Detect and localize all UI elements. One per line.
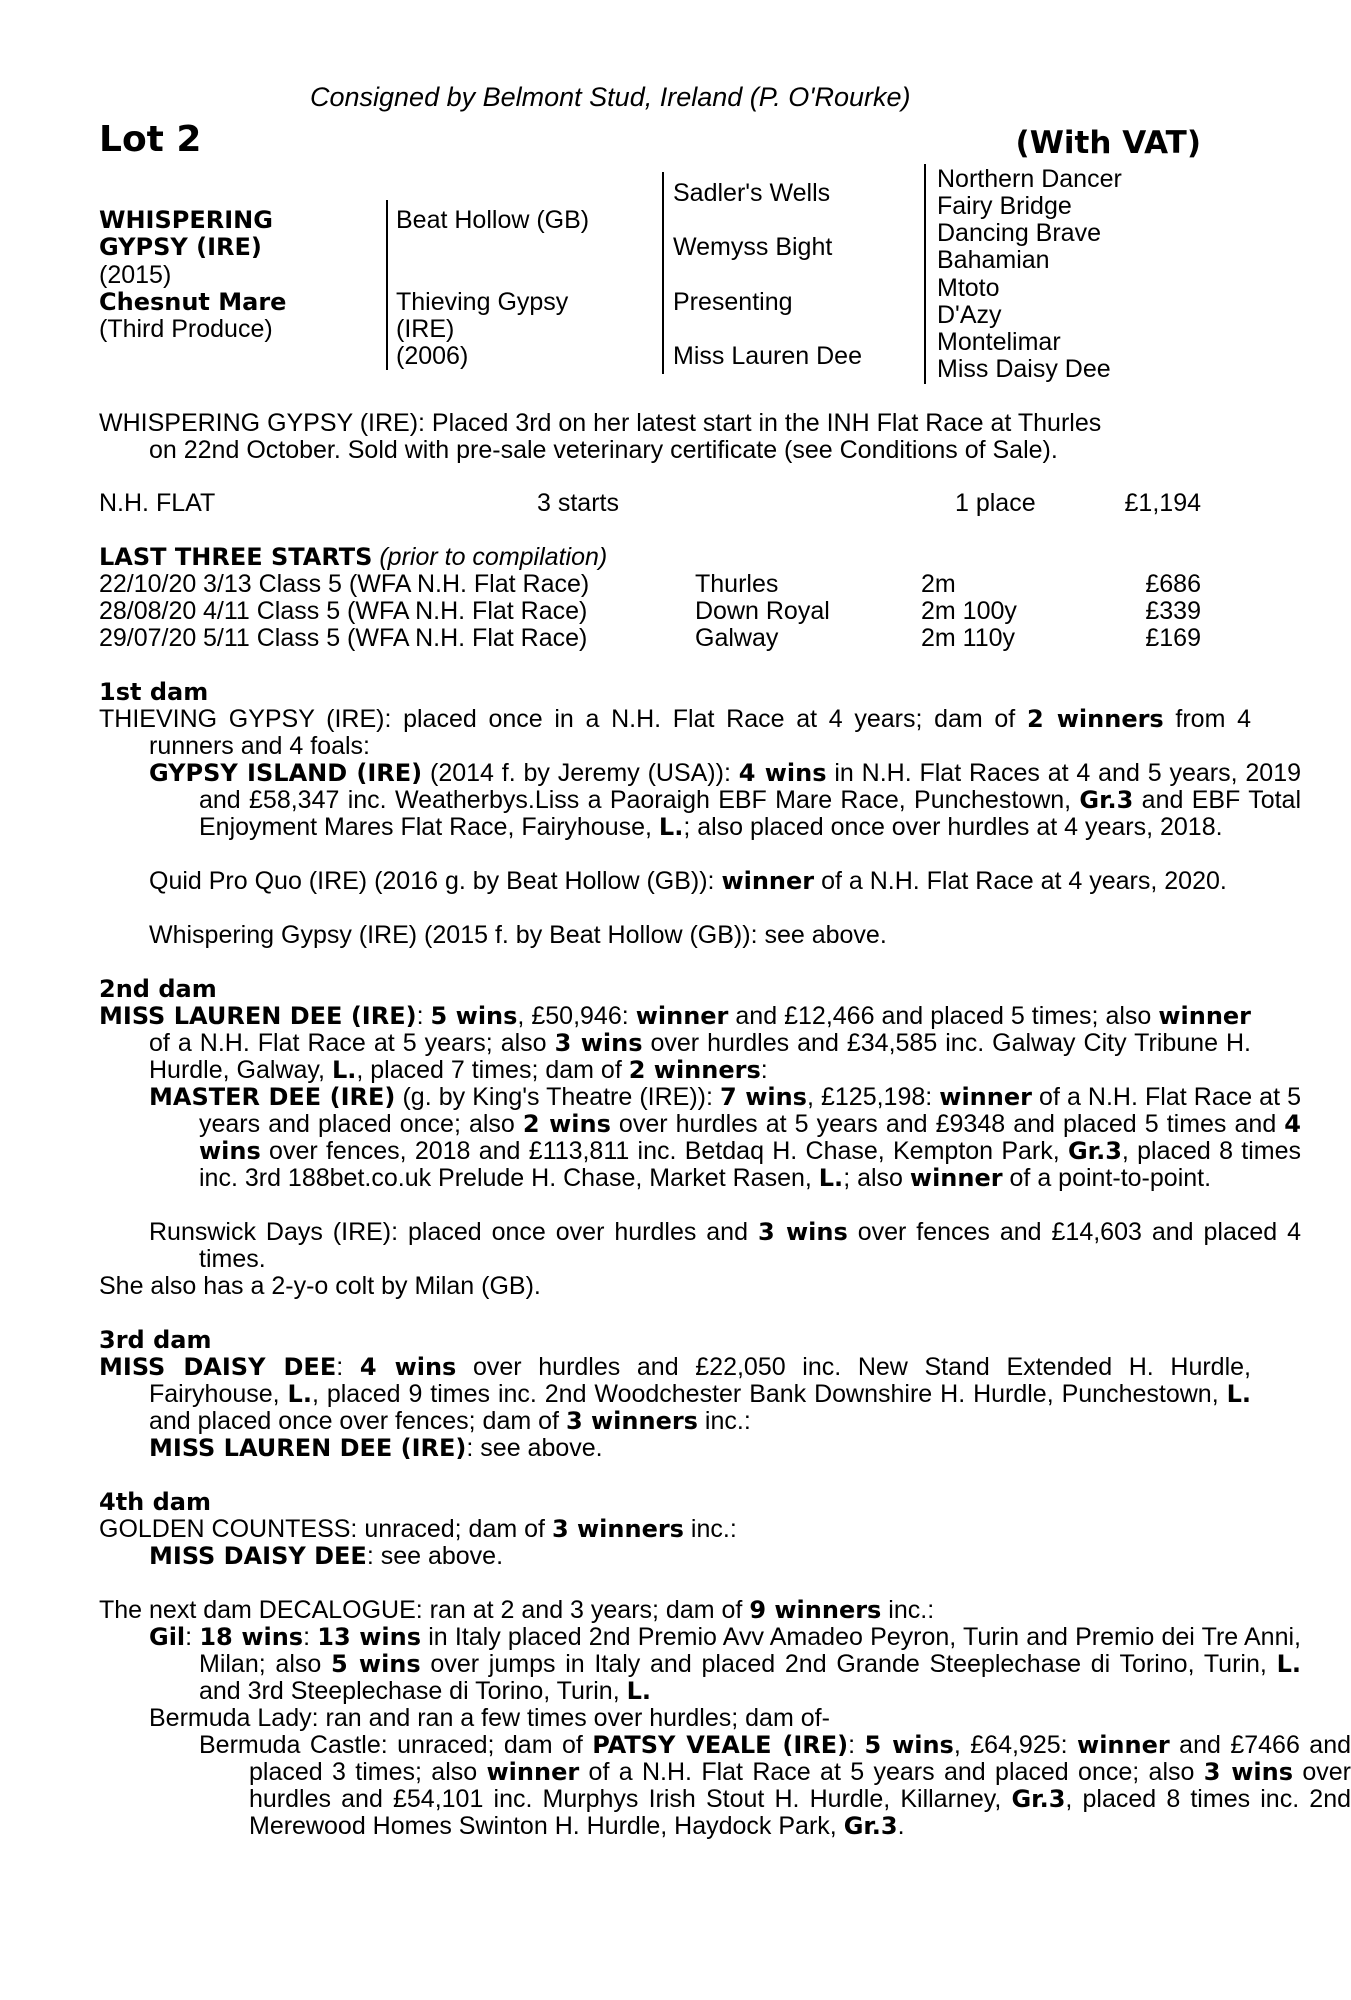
vat-label: (With VAT) <box>1015 125 1201 161</box>
start-prize: £339 <box>1145 597 1201 625</box>
gen3-ancestor: Bahamian <box>937 246 1050 274</box>
last-three-title: LAST THREE STARTS <box>99 543 373 571</box>
second-dam-note: She also has a 2-y-o colt by Milan (GB). <box>99 1272 541 1300</box>
second-dam-heading: 2nd dam <box>99 975 217 1003</box>
first-dam-produce: Whispering Gypsy (IRE) (2015 f. by Beat Hollow (GB)): see above. <box>149 921 887 949</box>
first-dam-produce: GYPSY ISLAND (IRE) (2014 f. by Jeremy (USA)): 4 wins in N.H. Flat Races at 4 and 5 years, 2019 and £58,347 inc. Weatherbys.Liss a Paoraigh EBF Mare Race, Punchestown, Gr.3 and EBF Total Enjoyment Mares Flat Race, Fairyhouse, L.; also placed once over hurdles at 4 years, 2018. <box>149 759 1302 841</box>
start-date: 28/08/20 <box>99 597 197 625</box>
start-date: 29/07/20 <box>99 624 197 652</box>
gen3-ancestor: D'Azy <box>937 301 1002 329</box>
sire-name: Beat Hollow (GB) <box>396 206 590 234</box>
record-earnings: £1,194 <box>1124 489 1201 517</box>
start-course: Down Royal <box>695 597 830 625</box>
second-dam-produce: Runswick Days (IRE): placed once over hurdles and 3 wins over fences and £14,603 and placed 4 times. <box>149 1218 1301 1273</box>
next-dam-produce: Bermuda Lady: ran and ran a few times over hurdles; dam of- <box>149 1704 830 1732</box>
colour-sex: Chesnut Mare <box>99 288 287 316</box>
summary-line1: WHISPERING GYPSY (IRE): Placed 3rd on her latest start in the INH Flat Race at Thurles <box>99 409 1102 437</box>
fourth-dam-paragraph: GOLDEN COUNTESS: unraced; dam of 3 winners inc.: <box>99 1515 737 1543</box>
fourth-dam-produce: MISS DAISY DEE: see above. <box>149 1542 504 1570</box>
start-course: Galway <box>695 624 779 652</box>
gen2-dam-sire: Presenting <box>673 288 793 316</box>
first-dam-paragraph: THIEVING GYPSY (IRE): placed once in a N.H. Flat Race at 4 years; dam of 2 winners from 4 runners and 4 foals: <box>99 705 1251 760</box>
pedigree-divider-1 <box>386 200 388 370</box>
start-detail: 5/11 Class 5 (WFA N.H. Flat Race) <box>203 624 588 652</box>
record-type: N.H. FLAT <box>99 489 216 517</box>
start-row <box>99 571 1201 598</box>
dam-name-line1: Thieving Gypsy <box>396 288 569 316</box>
start-detail: 4/11 Class 5 (WFA N.H. Flat Race) <box>203 597 588 625</box>
gen3-ancestor: Fairy Bridge <box>937 192 1072 220</box>
pedigree-divider-3 <box>924 164 926 384</box>
gen2-sire-sire: Sadler's Wells <box>673 179 831 207</box>
foaling-year: (2015) <box>99 261 172 289</box>
dam-name-line3: (2006) <box>396 342 469 370</box>
start-distance: 2m <box>921 570 956 598</box>
start-distance: 2m 110y <box>921 624 1016 652</box>
start-row <box>99 598 1201 625</box>
third-dam-produce: MISS LAUREN DEE (IRE): see above. <box>149 1434 603 1462</box>
pedigree-divider-2 <box>662 172 664 374</box>
gen3-ancestor: Northern Dancer <box>937 165 1122 193</box>
horse-name-line1: WHISPERING <box>99 206 273 234</box>
gen3-ancestor: Dancing Brave <box>937 219 1101 247</box>
horse-name-line2: GYPSY (IRE) <box>99 233 262 261</box>
third-dam-heading: 3rd dam <box>99 1326 212 1354</box>
start-course: Thurles <box>695 570 779 598</box>
consignor-line: Consigned by Belmont Stud, Ireland (P. O'Rourke) <box>310 82 911 112</box>
second-dam-paragraph: MISS LAUREN DEE (IRE): 5 wins, £50,946: winner and £12,466 and placed 5 times; also winner of a N.H. Flat Race at 5 years; also 3 wins over hurdles and £34,585 inc. Galway City Tribune H. Hurdle, Galway, L., placed 7 times; dam of 2 winners: <box>99 1002 1252 1084</box>
start-row <box>99 625 1201 652</box>
gen3-ancestor: Miss Daisy Dee <box>937 355 1111 383</box>
last-three-heading <box>99 544 607 571</box>
start-distance: 2m 100y <box>921 597 1017 625</box>
last-three-note: (prior to compilation) <box>379 543 608 571</box>
lot-number: Lot 2 <box>99 119 202 160</box>
next-dam-grand-produce: Bermuda Castle: unraced; dam of PATSY VEALE (IRE): 5 wins, £64,925: winner and £7466 and placed 3 times; also winner of a N.H. Flat Race at 5 years and placed once; also 3 wins over hurdles and £54,101 inc. Murphys Irish Stout H. Hurdle, Killarney, Gr.3, placed 8 times inc. 2nd Merewood Homes Swinton H. Hurdle, Haydock Park, Gr.3. <box>199 1731 1351 1840</box>
gen3-ancestor: Montelimar <box>937 328 1061 356</box>
race-record <box>99 490 1201 517</box>
first-dam-produce: Quid Pro Quo (IRE) (2016 g. by Beat Hollow (GB)): winner of a N.H. Flat Race at 4 years, 2020. <box>149 867 1227 895</box>
start-prize: £169 <box>1145 624 1201 652</box>
next-dam-paragraph: The next dam DECALOGUE: ran at 2 and 3 years; dam of 9 winners inc.: <box>99 1596 935 1624</box>
third-dam-paragraph: MISS DAISY DEE: 4 wins over hurdles and £22,050 inc. New Stand Extended H. Hurdle, Fairyhouse, L., placed 9 times inc. 2nd Woodchester Bank Downshire H. Hurdle, Punchestown, L. and placed once over fences; dam of 3 winners inc.: <box>99 1353 1251 1435</box>
start-detail: 3/13 Class 5 (WFA N.H. Flat Race) <box>203 570 590 598</box>
first-dam-heading: 1st dam <box>99 678 209 706</box>
summary-line2: on 22nd October. Sold with pre-sale veterinary certificate (see Conditions of Sale). <box>149 436 1058 464</box>
start-date: 22/10/20 <box>99 570 197 598</box>
start-prize: £686 <box>1145 570 1201 598</box>
gen2-dam-dam: Miss Lauren Dee <box>673 342 862 370</box>
gen2-sire-dam: Wemyss Bight <box>673 233 833 261</box>
record-places: 1 place <box>955 489 1036 517</box>
produce-note: (Third Produce) <box>99 315 273 343</box>
next-dam-produce: Gil: 18 wins: 13 wins in Italy placed 2nd Premio Avv Amadeo Peyron, Turin and Premio dei Tre Anni, Milan; also 5 wins over jumps in Italy and placed 2nd Grande Steeplechase di Torino, Turin, L. and 3rd Steeplechase di Torino, Turin, L. <box>149 1623 1301 1705</box>
record-starts: 3 starts <box>537 489 619 517</box>
dam-name-line2: (IRE) <box>396 315 455 343</box>
second-dam-produce: MASTER DEE (IRE) (g. by King's Theatre (IRE)): 7 wins, £125,198: winner of a N.H. Flat Race at 5 years and placed once; also 2 wins over hurdles at 5 years and £9348 and placed 5 times and 4 wins over fences, 2018 and £113,811 inc. Betdaq H. Chase, Kempton Park, Gr.3, placed 8 times inc. 3rd 188bet.co.uk Prelude H. Chase, Market Rasen, L.; also winner of a point-to-point. <box>149 1083 1301 1192</box>
fourth-dam-heading: 4th dam <box>99 1488 211 1516</box>
gen3-ancestor: Mtoto <box>937 274 1000 302</box>
